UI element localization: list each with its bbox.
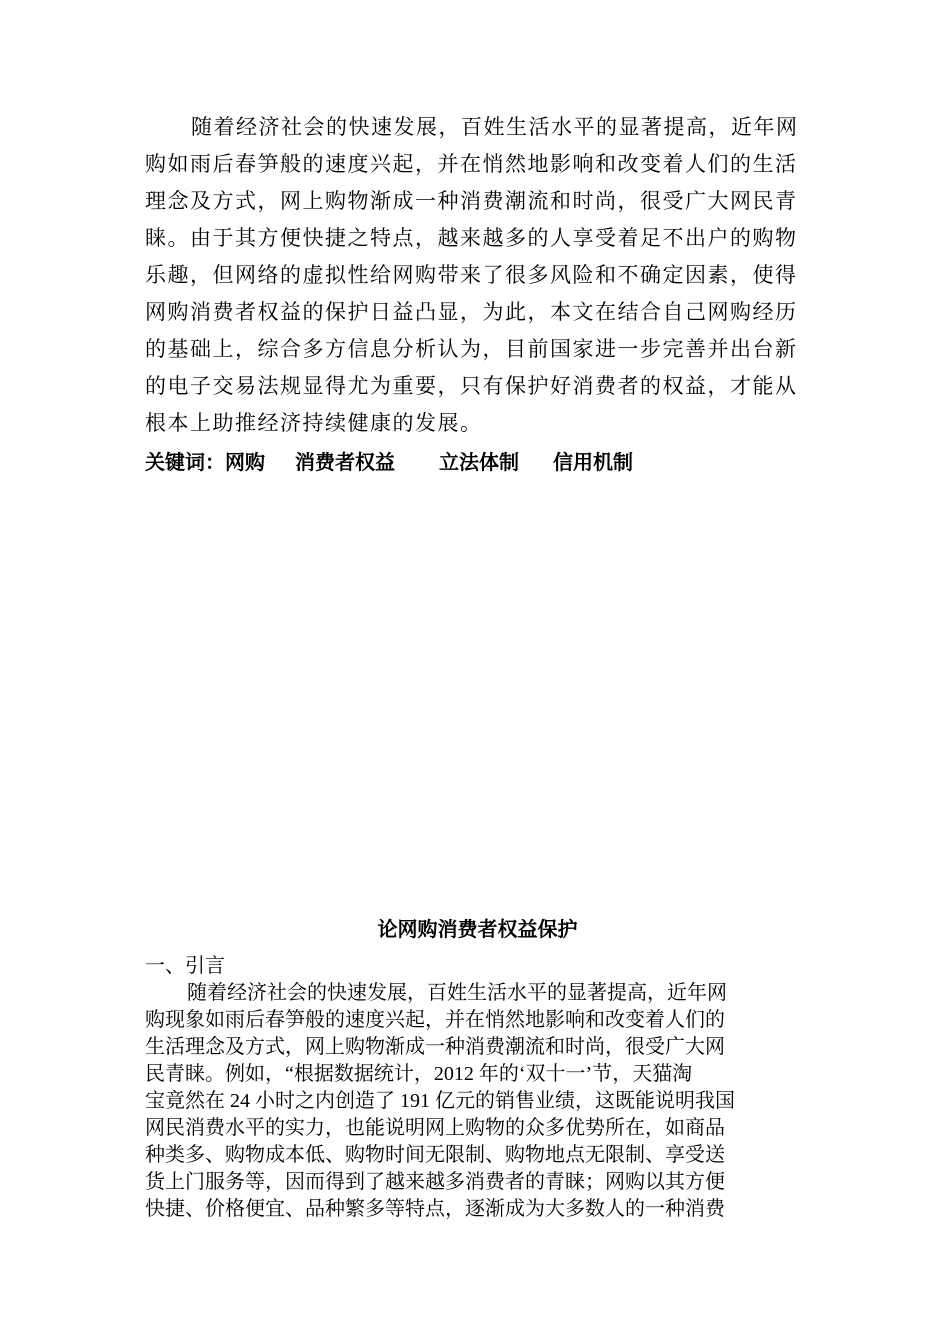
body-line: 民青睐。例如，“根据数据统计，2012 年的‘双十一’节，天猫淘 [145,1063,693,1085]
keywords-label: 关键词： [145,452,225,474]
body-line: 购现象如雨后春笋般的速度兴起，并在悄然地影响和改变着人们的 [145,1009,725,1031]
abstract-line: 理念及方式，网上购物渐成一种消费潮流和时尚，很受广大网民青 [145,189,798,213]
body-paragraph [145,980,810,1223]
body-line: 宝竟然在 24 小时之内创造了 191 亿元的销售业绩，这既能说明我国 [145,1090,735,1112]
paper-title: 论网购消费者权益保护 [377,919,578,941]
abstract-paragraph [145,109,810,442]
keyword: 信用机制 [553,452,633,474]
abstract-line: 根本上助推经济持续健康的发展。 [145,411,483,435]
abstract-line: 的基础上，综合多方信息分析认为，目前国家进一步完善并出台新 [145,337,798,361]
keywords-line [145,447,810,479]
body-line: 货上门服务等，因而得到了越来越多消费者的青睐；网购以其方便 [145,1171,725,1193]
abstract-line: 购如雨后春笋般的速度兴起，并在悄然地影响和改变着人们的生活 [145,152,798,176]
body-line: 生活理念及方式，网上购物渐成一种消费潮流和时尚，很受广大网 [145,1036,725,1058]
keyword: 消费者权益 [295,452,395,474]
abstract-line: 乐趣，但网络的虚拟性给网购带来了很多风险和不确定因素，使得 [145,263,798,287]
body-line: 快捷、价格便宜、品种繁多等特点，逐渐成为大多数人的一种消费 [145,1198,725,1220]
section-heading: 一、引言 [145,955,225,977]
body-line: 种类多、购物成本低、购物时间无限制、购物地点无限制、享受送 [145,1144,725,1166]
body-line: 随着经济社会的快速发展，百姓生活水平的显著提高，近年网 [187,982,727,1004]
abstract-line: 的电子交易法规显得尤为重要，只有保护好消费者的权益，才能从 [145,374,798,398]
keyword: 立法体制 [439,452,519,474]
keyword: 网购 [225,452,265,474]
abstract-line: 睐。由于其方便快捷之特点，越来越多的人享受着足不出户的购物 [145,226,798,250]
abstract-line: 网购消费者权益的保护日益凸显，为此，本文在结合自己网购经历 [145,300,798,324]
abstract-line: 随着经济社会的快速发展，百姓生活水平的显著提高，近年网 [191,115,799,139]
body-line: 网民消费水平的实力，也能说明网上购物的众多优势所在，如商品 [145,1117,725,1139]
